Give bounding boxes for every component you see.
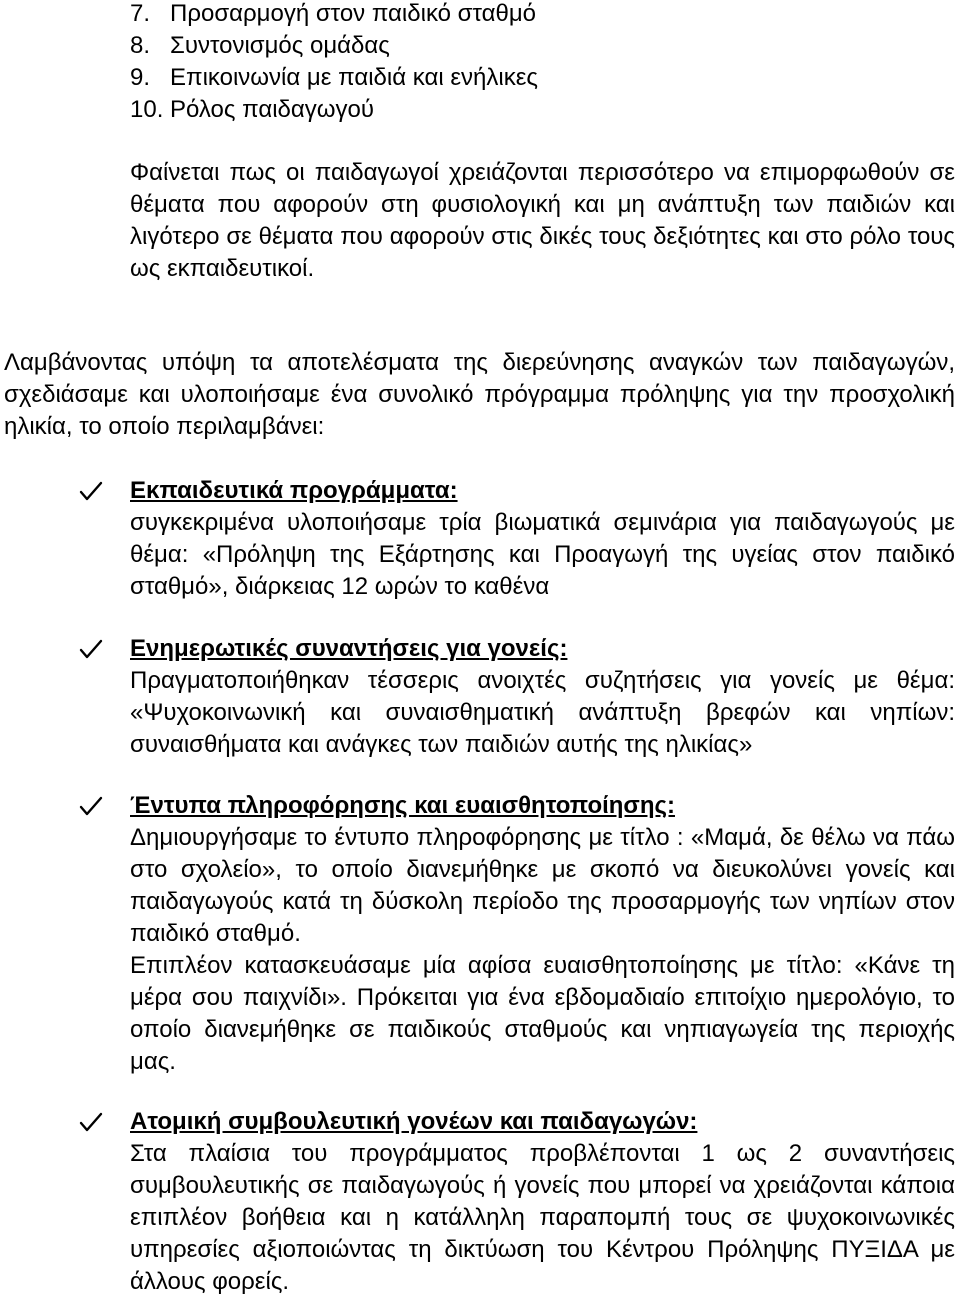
numbered-list bbox=[130, 0, 830, 126]
list-item bbox=[130, 0, 830, 30]
bullet-parent-meetings bbox=[130, 633, 955, 761]
paragraph-program-intro: Λαμβάνοντας υπόψη τα αποτελέσματα της διερεύνησης αναγκών των παιδαγωγών, σχεδιάσαμε και υλοποιήσαμε ένα συνολικό πρόγραμμα πρόληψης για την προσχολική ηλικία, το οποίο περιλαμβάνει: bbox=[4, 349, 955, 440]
bullet-body: συγκεκριμένα υλοποιήσαμε τρία βιωματικά σεμινάρια για παιδαγωγούς με θέμα: «Πρόληψη της Εξάρτησης και Προαγωγή της υγείας στον παιδικό σταθμό», διάρκειας 12 ωρών το καθένα bbox=[130, 509, 955, 600]
list-number: 9. bbox=[130, 64, 151, 91]
list-number: 7. bbox=[130, 0, 151, 27]
list-number: 8. bbox=[130, 32, 151, 59]
list-text: Προσαρμογή στον παιδικό σταθμό bbox=[170, 0, 537, 27]
list-text: Συντονισμός ομάδας bbox=[170, 32, 390, 59]
list-text: Επικοινωνία με παιδιά και ενήλικες bbox=[170, 64, 538, 91]
checkmark-icon bbox=[78, 790, 104, 822]
bullet-educational-programs bbox=[130, 475, 955, 603]
list-item bbox=[130, 30, 830, 62]
bullet-information-leaflets bbox=[130, 790, 955, 1078]
bullet-title: Ενημερωτικές συναντήσεις για γονείς: bbox=[130, 635, 568, 662]
checkmark-icon bbox=[78, 475, 104, 507]
bullet-body: Δημιουργήσαμε το έντυπο πληροφόρησης με τίτλο : «Μαμά, δε θέλω να πάω στο σχολείο», το οποίο διανεμήθηκε με σκοπό να διευκολύνει γονείς και παιδαγωγούς κατά τη δύσκολη περίοδο της προσαρμογής των νηπίων στον παιδικό σταθμό. bbox=[130, 824, 955, 947]
list-number: 10. bbox=[130, 96, 164, 123]
list-item bbox=[130, 62, 830, 94]
list-text: Ρόλος παιδαγωγού bbox=[170, 96, 374, 123]
bullet-title: Ατομική συμβουλευτική γονέων και παιδαγωγών: bbox=[130, 1108, 698, 1135]
bullet-body: Πραγματοποιήθηκαν τέσσερις ανοιχτές συζητήσεις για γονείς με θέμα: «Ψυχοκοινωνική και συναισθηματική ανάπτυξη βρεφών και νηπίων: συναισθήματα και ανάγκες των παιδιών αυτής της ηλικίας» bbox=[130, 667, 955, 758]
bullet-body-poster: Επιπλέον κατασκευάσαμε μία αφίσα ευαισθητοποίησης με τίτλο: «Κάνε τη μέρα σου παιχνίδι». Πρόκειται για ένα εβδομαδιαίο επιτοίχιο ημερολόγιο, το οποίο διανεμήθηκε σε παιδικούς σταθμούς και νηπιαγωγεία της περιοχής μας. bbox=[130, 952, 955, 1075]
list-item bbox=[130, 94, 830, 126]
bullet-title: Εκπαιδευτικά προγράμματα: bbox=[130, 477, 458, 504]
paragraph-training-needs: Φαίνεται πως οι παιδαγωγοί χρειάζονται περισσότερο να επιμορφωθούν σε θέματα που αφορούν στη φυσιολογική και μη ανάπτυξη των παιδιών και λιγότερο σε θέματα που αφορούν στις δικές τους δεξιότητες και στο ρόλο τους ως εκπαιδευτικοί. bbox=[130, 159, 955, 282]
bullet-title: Έντυπα πληροφόρησης και ευαισθητοποίησης: bbox=[130, 792, 675, 819]
checkmark-icon bbox=[78, 1106, 104, 1138]
checkmark-icon bbox=[78, 633, 104, 665]
bullet-individual-counseling bbox=[130, 1106, 955, 1298]
bullet-body: Στα πλαίσια του προγράμματος προβλέπονται 1 ως 2 συναντήσεις συμβουλευτικής σε παιδαγωγούς ή γονείς που μπορεί να χρειάζονται κάποια επιπλέον βοήθεια και η κατάλληλη παραπομπή τους σε ψυχοκοινωνικές υπηρεσίες αξιοποιώντας τη δικτύωση του Κέντρου Πρόληψης ΠΥΞΙΔΑ με άλλους φορείς. bbox=[130, 1140, 955, 1295]
